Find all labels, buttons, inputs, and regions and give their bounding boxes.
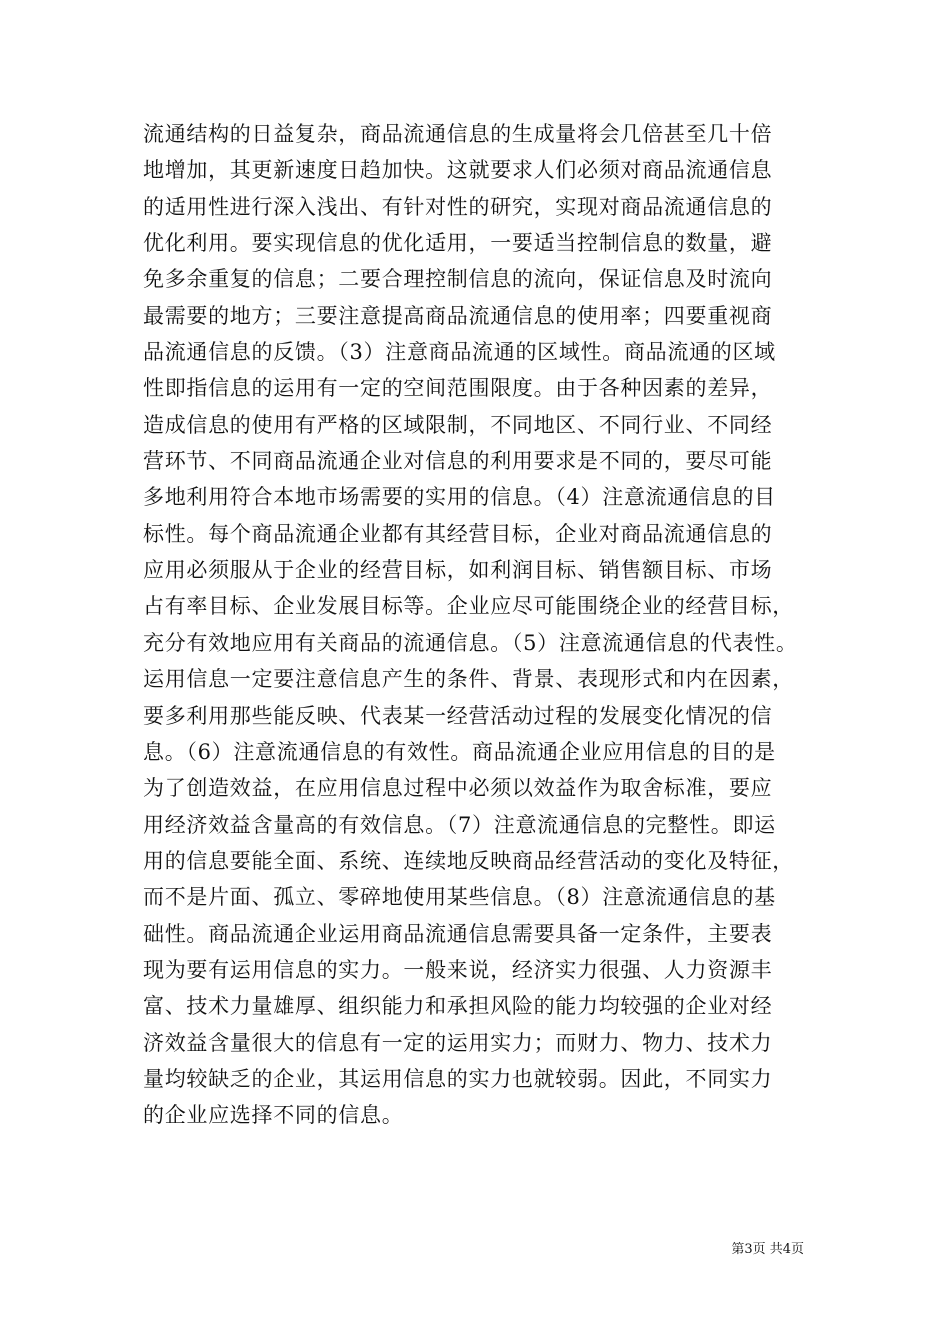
- text-line: 运用信息一定要注意信息产生的条件、背景、表现形式和内在因素，: [143, 667, 794, 692]
- body-text: [143, 116, 813, 1134]
- text-line: 的适用性进行深入浅出、有针对性的研究，实现对商品流通信息的: [143, 194, 773, 219]
- text-line: 多地利用符合本地市场需要的实用的信息。（4）注意流通信息的目: [143, 485, 776, 510]
- text-line: 富、技术力量雄厚、组织能力和承担风险的能力均较强的企业对经: [143, 994, 773, 1019]
- text-line: 造成信息的使用有严格的区域限制，不同地区、不同行业、不同经: [143, 412, 773, 437]
- text-line: 占有率目标、企业发展目标等。企业应尽可能围绕企业的经营目标，: [143, 594, 794, 619]
- text-line: 要多利用那些能反映、代表某一经营活动过程的发展变化情况的信: [143, 703, 773, 728]
- text-line: 量均较缺乏的企业，其运用信息的实力也就较弱。因此，不同实力: [143, 1066, 773, 1091]
- text-line: 息。（6）注意流通信息的有效性。商品流通企业应用信息的目的是: [143, 739, 776, 764]
- text-line: 础性。商品流通企业运用商品流通信息需要具备一定条件，主要表: [143, 921, 773, 946]
- text-line: 优化利用。要实现信息的优化适用，一要适当控制信息的数量，避: [143, 231, 773, 256]
- text-line: 现为要有运用信息的实力。一般来说，经济实力很强、人力资源丰: [143, 957, 773, 982]
- text-line: 充分有效地应用有关商品的流通信息。（5）注意流通信息的代表性。: [143, 630, 798, 655]
- text-line: 用的信息要能全面、系统、连续地反映商品经营活动的变化及特征，: [143, 848, 794, 873]
- text-line: 品流通信息的反馈。（3）注意商品流通的区域性。商品流通的区域: [143, 340, 776, 365]
- text-line: 的企业应选择不同的信息。: [143, 1103, 404, 1128]
- text-line: 济效益含量很大的信息有一定的运用实力；而财力、物力、技术力: [143, 1030, 773, 1055]
- text-line: 应用必须服从于企业的经营目标，如利润目标、销售额目标、市场: [143, 558, 773, 583]
- text-line: 标性。每个商品流通企业都有其经营目标，企业对商品流通信息的: [143, 521, 773, 546]
- text-line: 营环节、不同商品流通企业对信息的利用要求是不同的，要尽可能: [143, 449, 773, 474]
- page-number-footer: 第3页 共4页: [731, 1242, 804, 1257]
- text-line: 最需要的地方；三要注意提高商品流通信息的使用率；四要重视商: [143, 303, 773, 328]
- text-line: 用经济效益含量高的有效信息。（7）注意流通信息的完整性。即运: [143, 812, 776, 837]
- text-line: 为了创造效益，在应用信息过程中必须以效益作为取舍标准，要应: [143, 776, 773, 801]
- text-line: 免多余重复的信息；二要合理控制信息的流向，保证信息及时流向: [143, 267, 773, 292]
- text-line: 性即指信息的运用有一定的空间范围限度。由于各种因素的差异，: [143, 376, 773, 401]
- text-line: 地增加，其更新速度日趋加快。这就要求人们必须对商品流通信息: [143, 158, 773, 183]
- text-line: 而不是片面、孤立、零碎地使用某些信息。（8）注意流通信息的基: [143, 885, 776, 910]
- text-line: 流通结构的日益复杂，商品流通信息的生成量将会几倍甚至几十倍: [143, 122, 773, 146]
